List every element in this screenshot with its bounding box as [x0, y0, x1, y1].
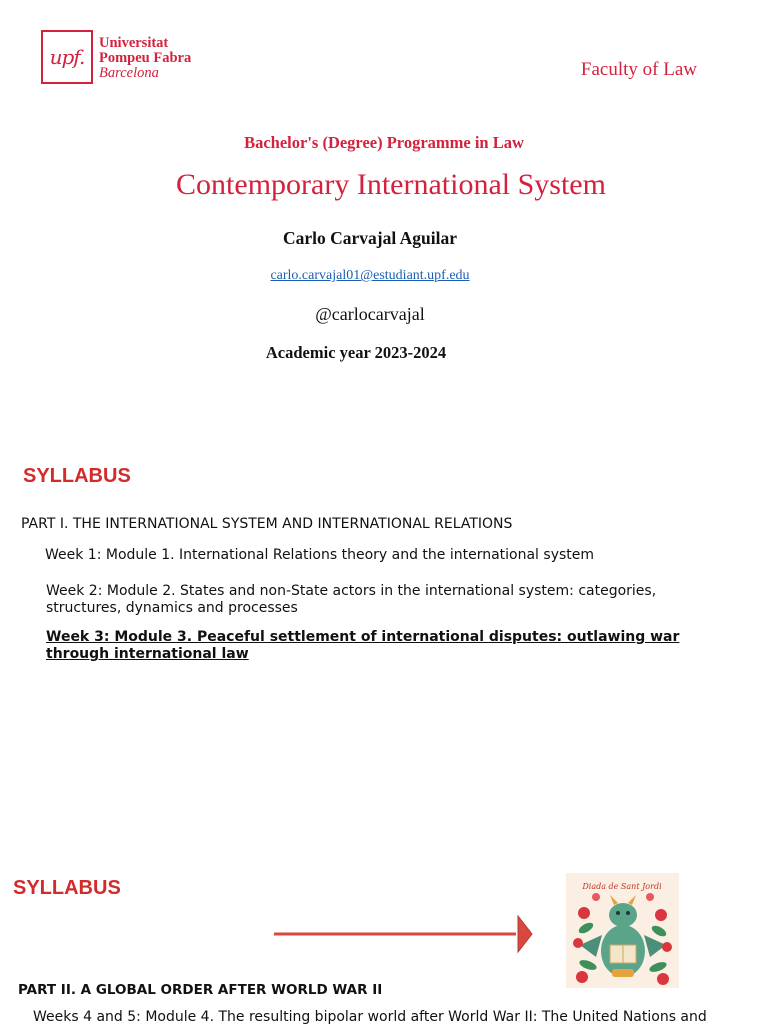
logo-line-2: Pompeu Fabra: [99, 50, 192, 66]
author-handle: @carlocarvajal: [315, 304, 425, 324]
illustration-caption: Diada de Sant Jordi: [582, 882, 662, 891]
part-heading: PART II. A GLOBAL ORDER AFTER WORLD WAR II: [18, 982, 383, 998]
logo-wordmark: [99, 36, 191, 81]
academic-year: Academic year 2023-2024: [265, 343, 447, 362]
course-title: Contemporary International System: [176, 168, 606, 201]
arrow-right-icon: [272, 912, 534, 956]
author-name: Carlo Carvajal Aguilar: [282, 228, 457, 248]
author-email-link[interactable]: carlo.carvajal01@estudiant.upf.edu: [270, 268, 470, 283]
syllabus-heading: SYLLABUS: [13, 877, 121, 899]
week-item: Weeks 4 and 5: Module 4. The resulting bipolar world after World War II: The United Nations and: [33, 1009, 707, 1025]
logo-line-3: Barcelona: [99, 65, 159, 81]
upf-logo: [41, 30, 201, 88]
week-item-current: Week 3: Module 3. Peaceful settlement of international disputes: outlawing war through international law: [46, 629, 680, 662]
upf-logo-mark: [41, 30, 93, 84]
logo-line-1: Universitat: [99, 35, 169, 51]
logo-mark-text: upf.: [49, 45, 85, 69]
week-item: Week 1: Module 1. International Relations theory and the international system: [45, 547, 595, 563]
faculty-name: Faculty of Law: [580, 59, 697, 80]
part-heading: PART I. THE INTERNATIONAL SYSTEM AND INTERNATIONAL RELATIONS: [21, 516, 513, 532]
dragon-with-roses-icon: [566, 873, 679, 988]
programme-title: Bachelor's (Degree) Programme in Law: [244, 133, 524, 152]
syllabus-heading: SYLLABUS: [23, 465, 131, 487]
week-item: Week 2: Module 2. States and non-State actors in the international system: categories, structures, dynamics and processes: [46, 583, 657, 616]
sant-jordi-dragon-illustration: [566, 873, 679, 988]
